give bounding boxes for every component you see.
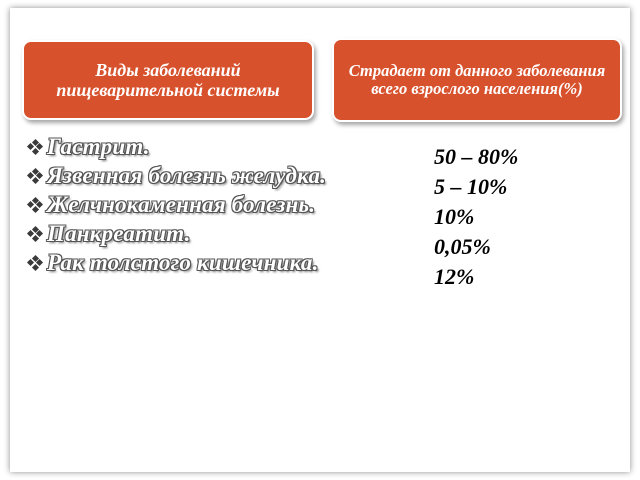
diamond-bullet-icon xyxy=(28,198,42,212)
disease-label: Панкреатит. xyxy=(47,220,191,246)
disease-label: Желчнокаменная болезнь. xyxy=(47,191,316,217)
disease-label: Гастрит. xyxy=(47,133,150,159)
disease-item xyxy=(28,132,326,161)
percentage-value: 50 – 80% xyxy=(434,144,519,169)
percentage-list xyxy=(434,142,518,292)
diamond-bullet-icon xyxy=(28,256,42,270)
slide xyxy=(10,8,630,472)
diamond-bullet-icon xyxy=(28,169,42,183)
percentage-value: 0,05% xyxy=(434,234,491,259)
disease-item xyxy=(28,248,326,277)
disease-item xyxy=(28,190,326,219)
disease-list xyxy=(28,132,326,277)
diamond-bullet-icon xyxy=(28,140,42,154)
percentage-value: 10% xyxy=(434,204,475,229)
header-affected-population-label: Страдает от данного заболевания всего взрослого населения(%) xyxy=(348,60,606,98)
header-affected-population xyxy=(332,38,622,122)
header-diseases-types xyxy=(22,40,314,120)
diamond-bullet-icon xyxy=(28,227,42,241)
percentage-value: 12% xyxy=(434,264,475,289)
header-diseases-types-label: Виды заболеваний пищеварительной системы xyxy=(56,59,280,100)
disease-item xyxy=(28,219,326,248)
percentage-value: 5 – 10% xyxy=(434,174,508,199)
disease-label: Язвенная болезнь желудка. xyxy=(47,162,327,188)
disease-item xyxy=(28,161,326,190)
disease-label: Рак толстого кишечника. xyxy=(47,249,319,275)
